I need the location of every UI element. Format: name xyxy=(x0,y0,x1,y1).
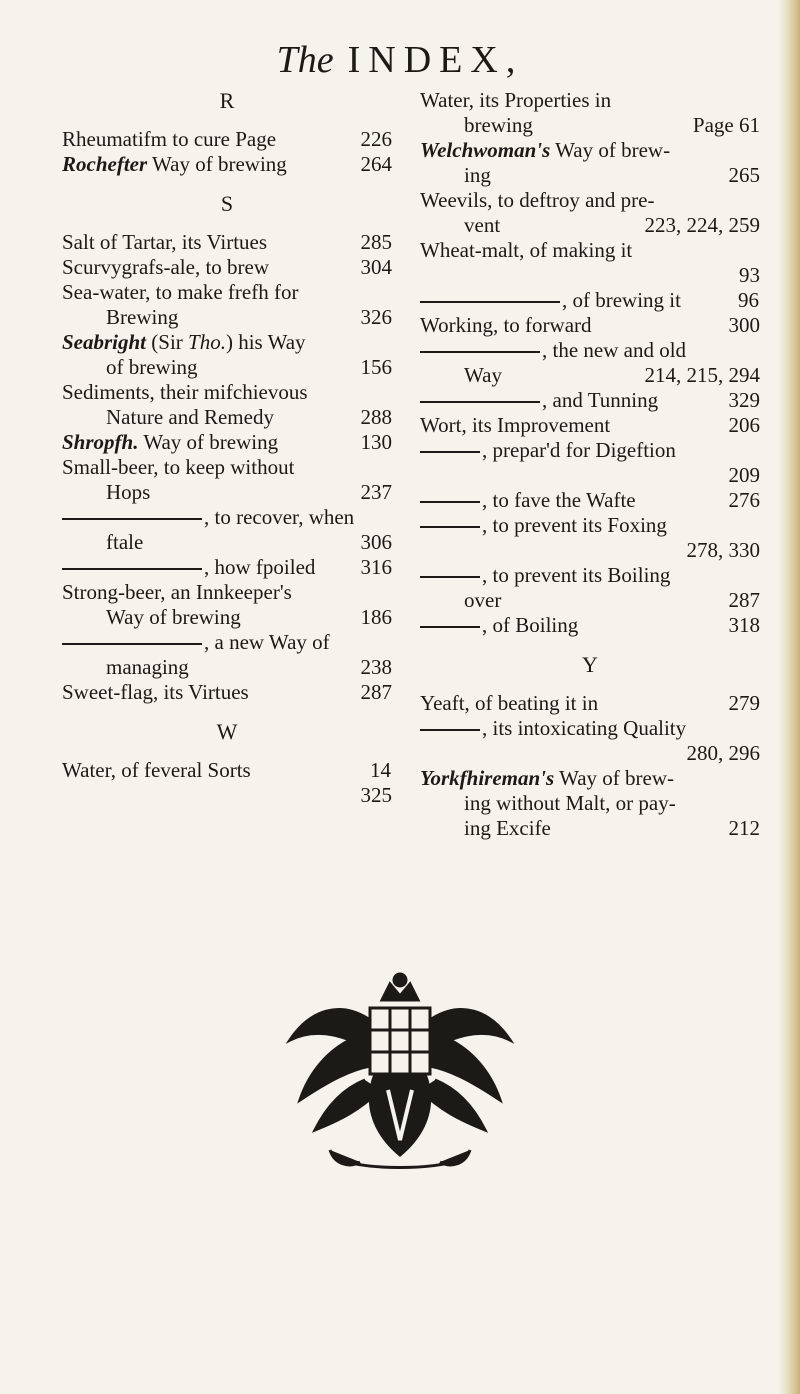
index-entry-salt-of-tartar: Salt of Tartar, its Virtues 285 xyxy=(62,230,392,254)
ditto-dash xyxy=(420,626,480,628)
ditto-dash xyxy=(62,568,202,570)
index-entry-rheumatism: Rheumatifm to cure Page 226 xyxy=(62,127,392,151)
index-entry-working: Working, to forward 300 xyxy=(420,313,760,337)
ditto-dash xyxy=(62,518,202,520)
index-entry-seabright: Seabright (Sir Tho.) his Way of brewing 156 xyxy=(62,330,392,379)
index-subentry-recover: , to recover, when ftale 306 xyxy=(62,505,392,555)
title-the: The xyxy=(276,39,334,81)
index-entry-shropshire: Shropfh. Way of brewing 130 xyxy=(62,430,392,454)
index-subentry-new-way: , a new Way of managing 238 xyxy=(62,630,392,680)
ditto-dash xyxy=(420,351,540,353)
index-subentry-foxing: , to prevent its Foxing 278, 330 xyxy=(420,513,760,563)
left-column xyxy=(62,88,392,808)
index-subentry-of-boiling: , of Boiling 318 xyxy=(420,613,760,638)
index-subentry-new-and-old: , the new and old Way 214, 215, 294 xyxy=(420,338,760,388)
index-entry-water-sorts: Water, of feveral Sorts 14 325 xyxy=(62,758,392,807)
index-subentry-tunning: , and Tunning 329 xyxy=(420,388,760,413)
index-entry-yeast: Yeaft, of beating it in 279 xyxy=(420,691,760,715)
index-subentry-save-waste: , to fave the Wafte 276 xyxy=(420,488,760,513)
index-entry-wheat-malt: Wheat-malt, of making it 93 xyxy=(420,238,760,287)
section-letter-s: S xyxy=(220,191,234,216)
right-column xyxy=(420,88,760,841)
index-subentry-brewing-it: , of brewing it 96 xyxy=(420,288,760,313)
index-subentry-digestion: , prepar'd for Digeftion 209 xyxy=(420,438,760,488)
section-letter-y: Y xyxy=(582,652,598,677)
index-entry-sweet-flag: Sweet-flag, its Virtues 287 xyxy=(62,680,392,704)
ditto-dash xyxy=(420,576,480,578)
page-edge xyxy=(778,0,800,1394)
ditto-dash xyxy=(420,501,480,503)
index-entry-sediments: Sediments, their mifchievous Nature and Remedy 288 xyxy=(62,380,392,429)
ditto-dash xyxy=(420,301,560,303)
ditto-dash xyxy=(420,729,480,731)
index-entry-rochester: Rochefter Way of brewing 264 xyxy=(62,152,392,176)
index-entry-small-beer: Small-beer, to keep without Hops 237 xyxy=(62,455,392,504)
index-entry-welchwoman: Welchwoman's Way of brew- ing 265 xyxy=(420,138,760,187)
ditto-dash xyxy=(420,526,480,528)
section-letter-r: R xyxy=(219,88,235,113)
section-letter-w: W xyxy=(216,719,238,744)
page-title xyxy=(0,38,800,82)
index-subentry-spoiled: , how fpoiled 316 xyxy=(62,555,392,580)
index-subentry-boiling-over: , to prevent its Boiling over 287 xyxy=(420,563,760,613)
ditto-dash xyxy=(62,643,202,645)
index-entry-yorkshireman: Yorkfhireman's Way of brew- ing without Malt, or pay- ing Excife 212 xyxy=(420,766,760,840)
index-entry-sea-water: Sea-water, to make frefh for Brewing 326 xyxy=(62,280,392,329)
index-entry-scurvygrass-ale: Scurvygrafs-ale, to brew 304 xyxy=(62,255,392,279)
ditto-dash xyxy=(420,401,540,403)
title-index: INDEX, xyxy=(347,39,524,81)
index-entry-water-properties: Water, its Properties in brewing Page 61 xyxy=(420,88,760,137)
index-subentry-intoxicating: , its intoxicating Quality 280, 296 xyxy=(420,716,760,766)
woodcut-ornament xyxy=(270,970,530,1180)
index-entry-strong-beer: Strong-beer, an Innkeeper's Way of brewing 186 xyxy=(62,580,392,629)
ditto-dash xyxy=(420,451,480,453)
index-entry-wort: Wort, its Improvement 206 xyxy=(420,413,760,437)
index-entry-weevils: Weevils, to deftroy and pre- vent 223, 224, 259 xyxy=(420,188,760,237)
